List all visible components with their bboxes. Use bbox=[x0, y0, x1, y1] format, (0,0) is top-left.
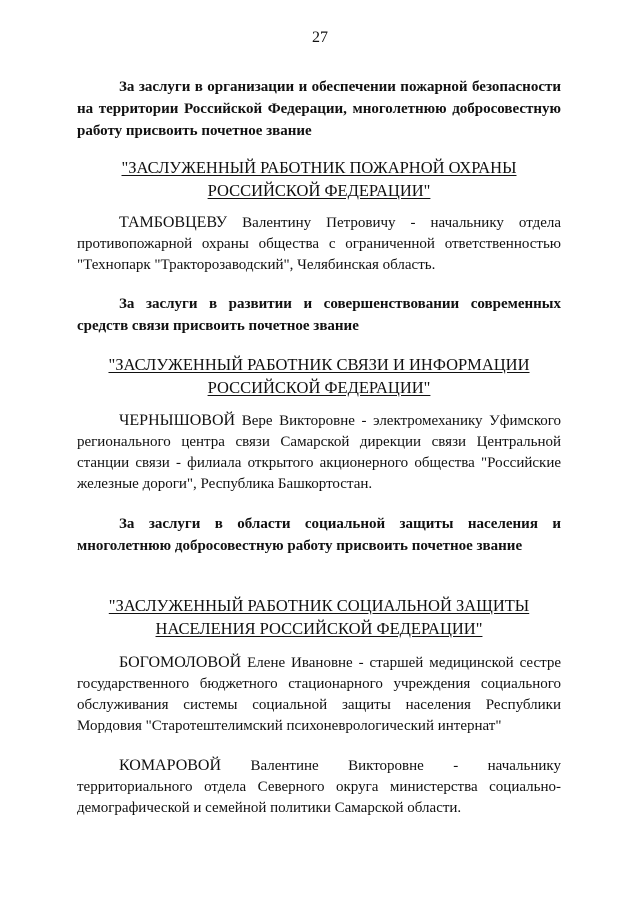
award-title-fire-protection bbox=[77, 156, 561, 202]
awardee-name: ТАМБОВЦЕВУ bbox=[119, 214, 228, 231]
award-title-communications bbox=[77, 353, 561, 399]
awardee-paragraph bbox=[77, 410, 561, 495]
awardee-paragraph bbox=[77, 755, 561, 819]
awardee-details: Елене Ивановне - старшей медицинской сестре государственного бюджетного стационарного учреждения социального обслуживания системы социальной защиты населения Республики Мордовия "Старотештелимский психоневрологический интернат" bbox=[77, 655, 561, 734]
awardee-details: Валентине Викторовне - начальнику территориального отдела Северного округа министерства социально-демографической и семейной политики Самарской области. bbox=[77, 758, 561, 816]
award-title-line: НАСЕЛЕНИЯ РОССИЙСКОЙ ФЕДЕРАЦИИ" bbox=[155, 619, 483, 638]
award-title-line: РОССИЙСКОЙ ФЕДЕРАЦИИ" bbox=[207, 378, 431, 397]
awardee-paragraph bbox=[77, 212, 561, 276]
awardee-details: Валентину Петровичу - начальнику отдела противопожарной охраны общества с ограниченной ответственностью "Технопарк "Тракторозаводский", Челябинская область. bbox=[77, 215, 561, 273]
awardee-name: БОГОМОЛОВОЙ bbox=[119, 654, 242, 671]
award-title-line: РОССИЙСКОЙ ФЕДЕРАЦИИ" bbox=[207, 181, 431, 200]
award-title-social-protection bbox=[77, 594, 561, 640]
awardee-paragraph bbox=[77, 652, 561, 737]
award-title-line: "ЗАСЛУЖЕННЫЙ РАБОТНИК СОЦИАЛЬНОЙ ЗАЩИТЫ bbox=[108, 596, 530, 615]
decree-text-social-protection: За заслуги в области социальной защиты населения и многолетнюю добросовестную работу присвоить почетное звание bbox=[77, 516, 561, 554]
decree-text-fire-safety: За заслуги в организации и обеспечении пожарной безопасности на территории Российской Федерации, многолетнюю добросовестную работу присвоить почетное звание bbox=[77, 79, 561, 139]
awardee-name: КОМАРОВОЙ bbox=[119, 757, 222, 774]
page-number: 27 bbox=[312, 29, 328, 46]
award-title-line: "ЗАСЛУЖЕННЫЙ РАБОТНИК СВЯЗИ И ИНФОРМАЦИИ bbox=[108, 355, 530, 374]
award-title-line: "ЗАСЛУЖЕННЫЙ РАБОТНИК ПОЖАРНОЙ ОХРАНЫ bbox=[121, 158, 517, 177]
decree-text-communications: За заслуги в развитии и совершенствовании современных средств связи присвоить почетное звание bbox=[77, 296, 561, 334]
awardee-details: Вере Викторовне - электромеханику Уфимского регионального центра связи Самарской дирекции связи Центральной станции связи - филиала открытого акционерного общества "Российские железные дороги", Республика Башкортостан. bbox=[77, 413, 561, 492]
awardee-name: ЧЕРНЫШОВОЙ bbox=[119, 412, 236, 429]
